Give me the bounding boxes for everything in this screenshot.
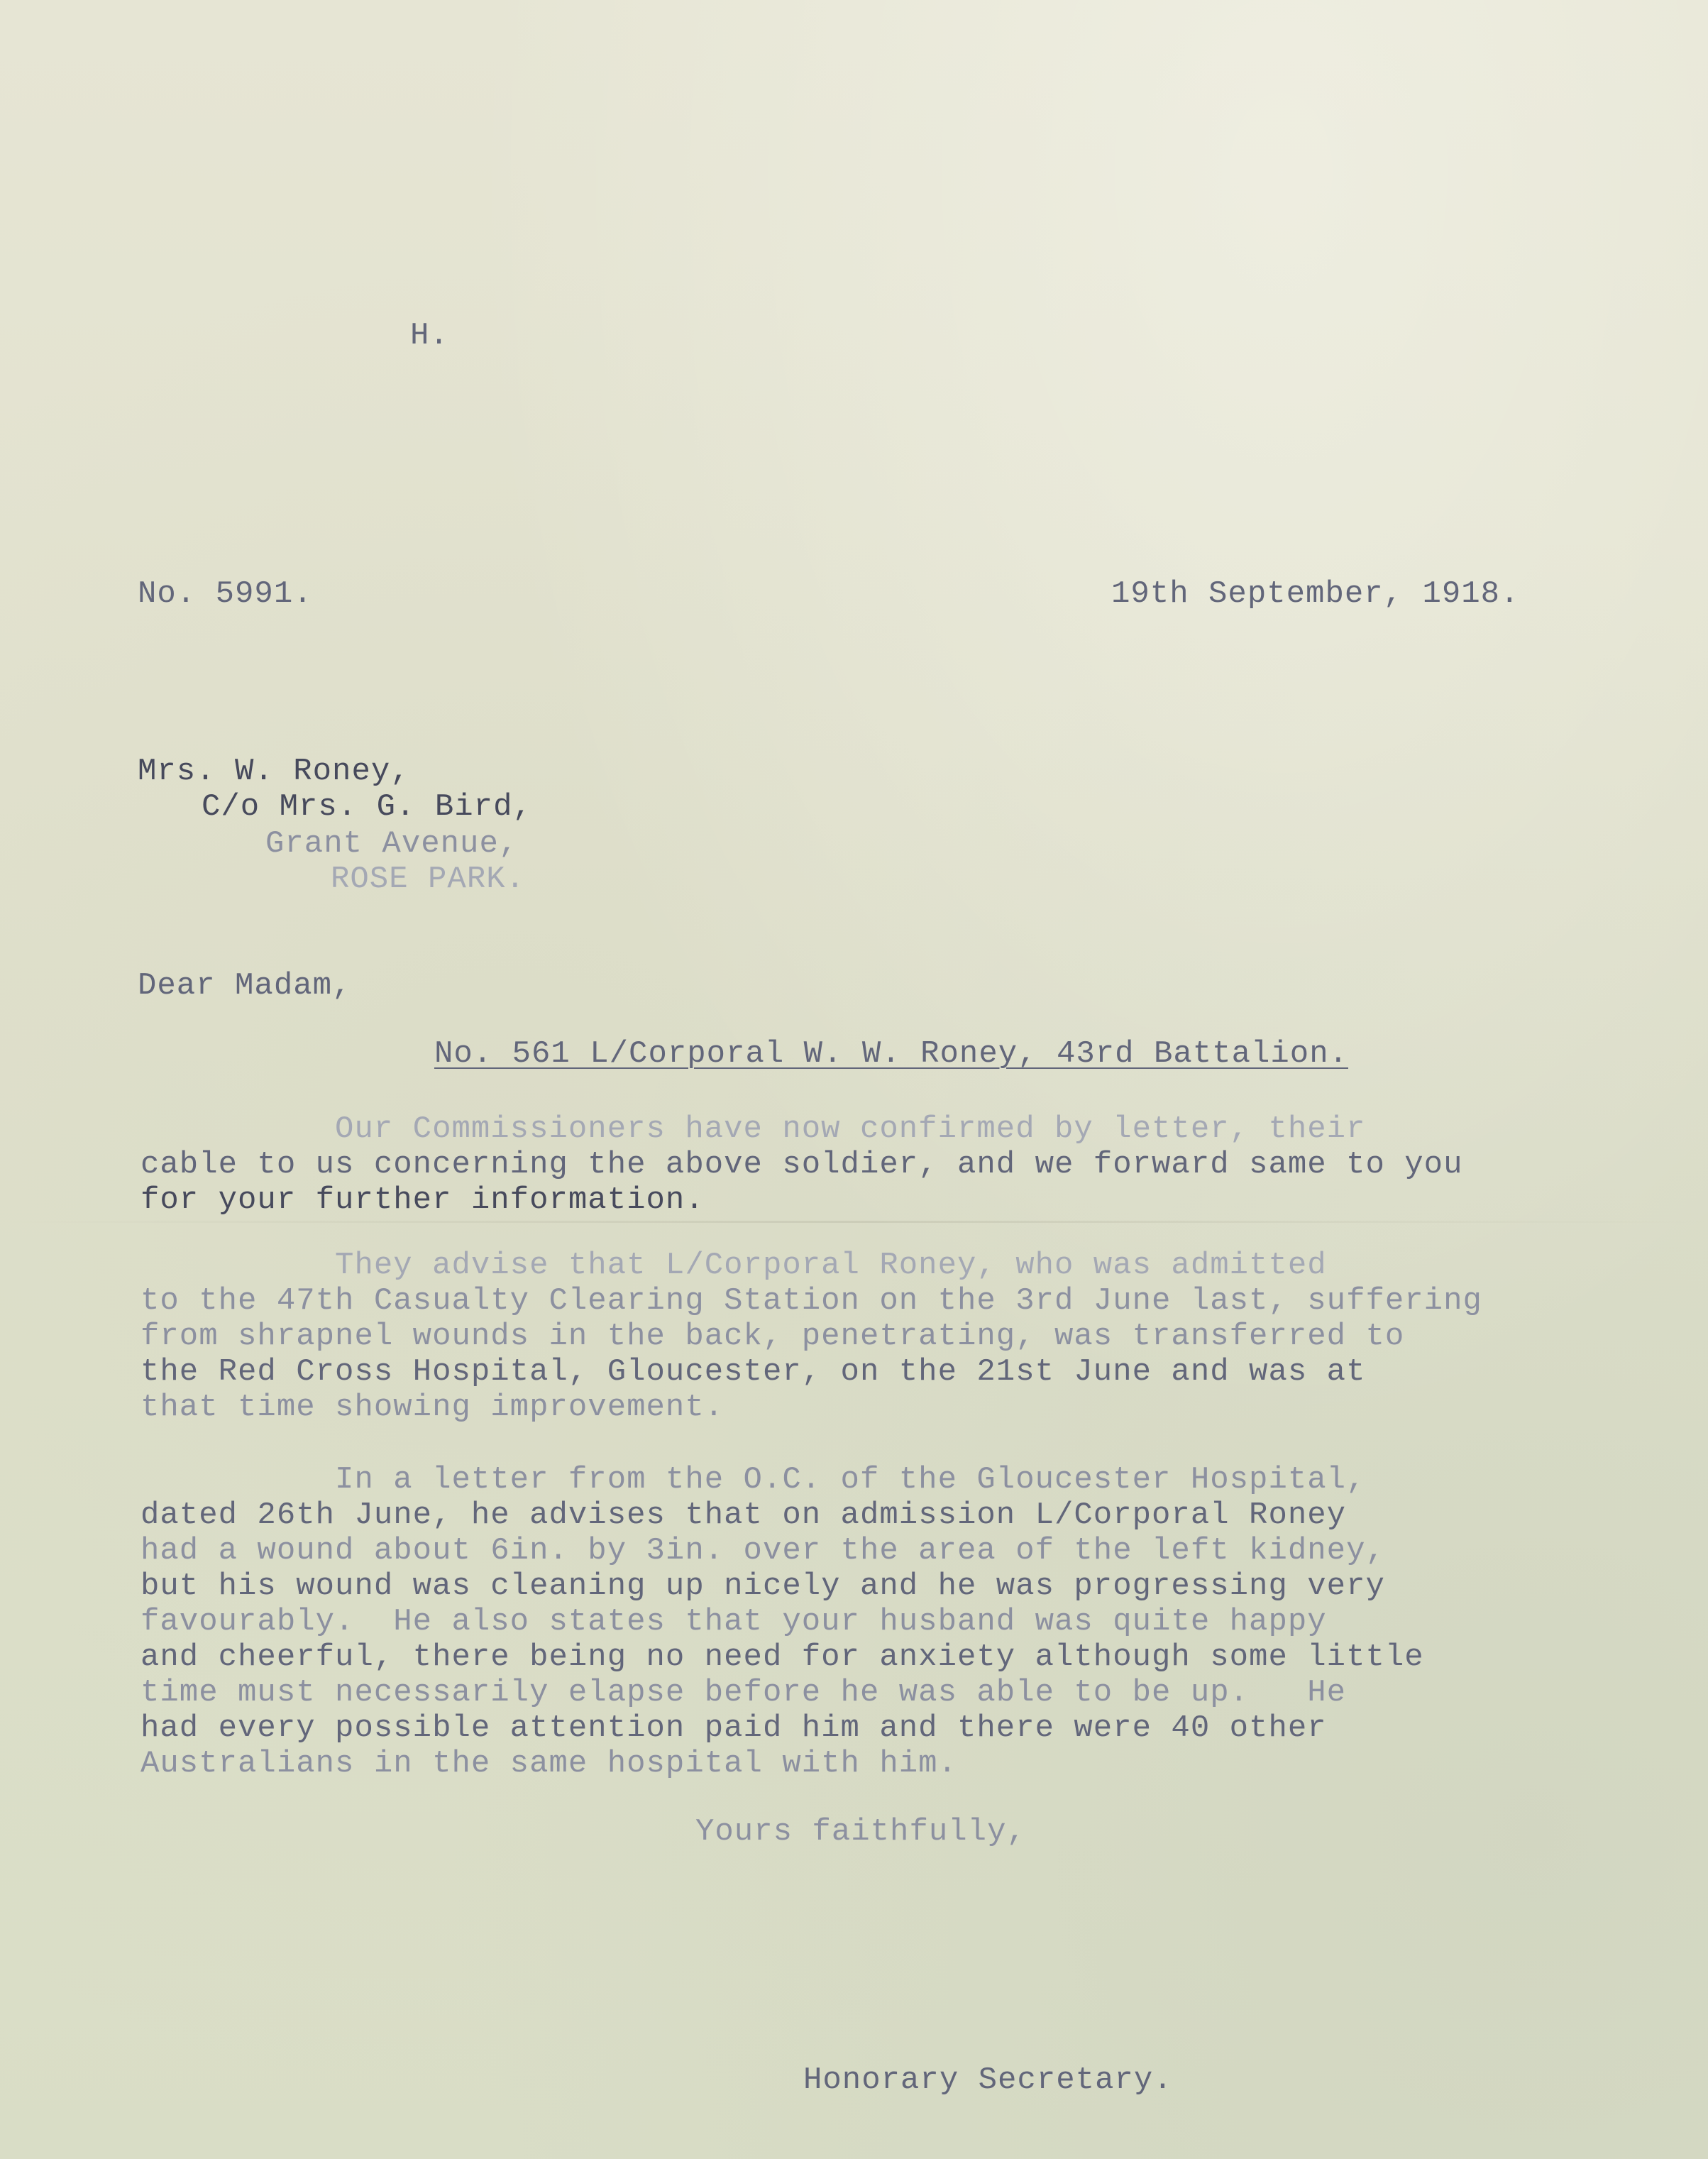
recipient-suburb: ROSE PARK. (331, 862, 526, 897)
reference-number: No. 5991. (138, 576, 313, 612)
paragraph-2-line: to the 47th Casualty Clearing Station on the 3rd June last, suffering (141, 1283, 1482, 1319)
closing: Yours faithfully, (695, 1814, 1026, 1850)
recipient-name: Mrs. W. Roney, (138, 754, 410, 789)
paragraph-3-line: had every possible attention paid him and there were 40 other (141, 1710, 1327, 1746)
paragraph-1-line: cable to us concerning the above soldier, and we forward same to you (141, 1147, 1463, 1182)
paragraph-3-line: time must necessarily elapse before he was able to be up. He (141, 1675, 1347, 1710)
paragraph-3 (141, 1462, 1595, 1781)
paragraph-3-line: Australians in the same hospital with him. (141, 1746, 957, 1781)
signature-title: Honorary Secretary. (803, 2062, 1173, 2098)
letter-date: 19th September, 1918. (1111, 576, 1520, 612)
recipient-street: Grant Avenue, (265, 826, 519, 862)
recipient-care-of: C/o Mrs. G. Bird, (202, 789, 532, 825)
paragraph-3-line: favourably. He also states that your husband was quite happy (141, 1604, 1327, 1639)
paragraph-2-line: They advise that L/Corporal Roney, who was admitted (141, 1248, 1327, 1283)
paragraph-3-line: In a letter from the O.C. of the Gloucester Hospital, (141, 1462, 1366, 1498)
paragraph-3-line: dated 26th June, he advises that on admission L/Corporal Roney (141, 1498, 1347, 1533)
subject-line: No. 561 L/Corporal W. W. Roney, 43rd Battalion. (434, 1036, 1349, 1072)
paragraph-1 (141, 1111, 1595, 1218)
paragraph-3-line: had a wound about 6in. by 3in. over the area of the left kidney, (141, 1533, 1385, 1569)
file-initial: H. (410, 318, 449, 353)
salutation: Dear Madam, (138, 968, 352, 1004)
paragraph-2-line: from shrapnel wounds in the back, penetrating, was transferred to (141, 1319, 1405, 1354)
paragraph-2-line: the Red Cross Hospital, Gloucester, on the 21st June and was at (141, 1354, 1366, 1390)
paragraph-3-line: but his wound was cleaning up nicely and he was progressing very (141, 1569, 1385, 1604)
paragraph-2-line: that time showing improvement. (141, 1390, 724, 1425)
paragraph-3-line: and cheerful, there being no need for anxiety although some little (141, 1639, 1424, 1675)
paragraph-2 (141, 1248, 1595, 1425)
paragraph-1-line: Our Commissioners have now confirmed by letter, their (141, 1111, 1366, 1147)
paper-fold-line (0, 1221, 1708, 1223)
paragraph-1-line: for your further information. (141, 1182, 705, 1218)
